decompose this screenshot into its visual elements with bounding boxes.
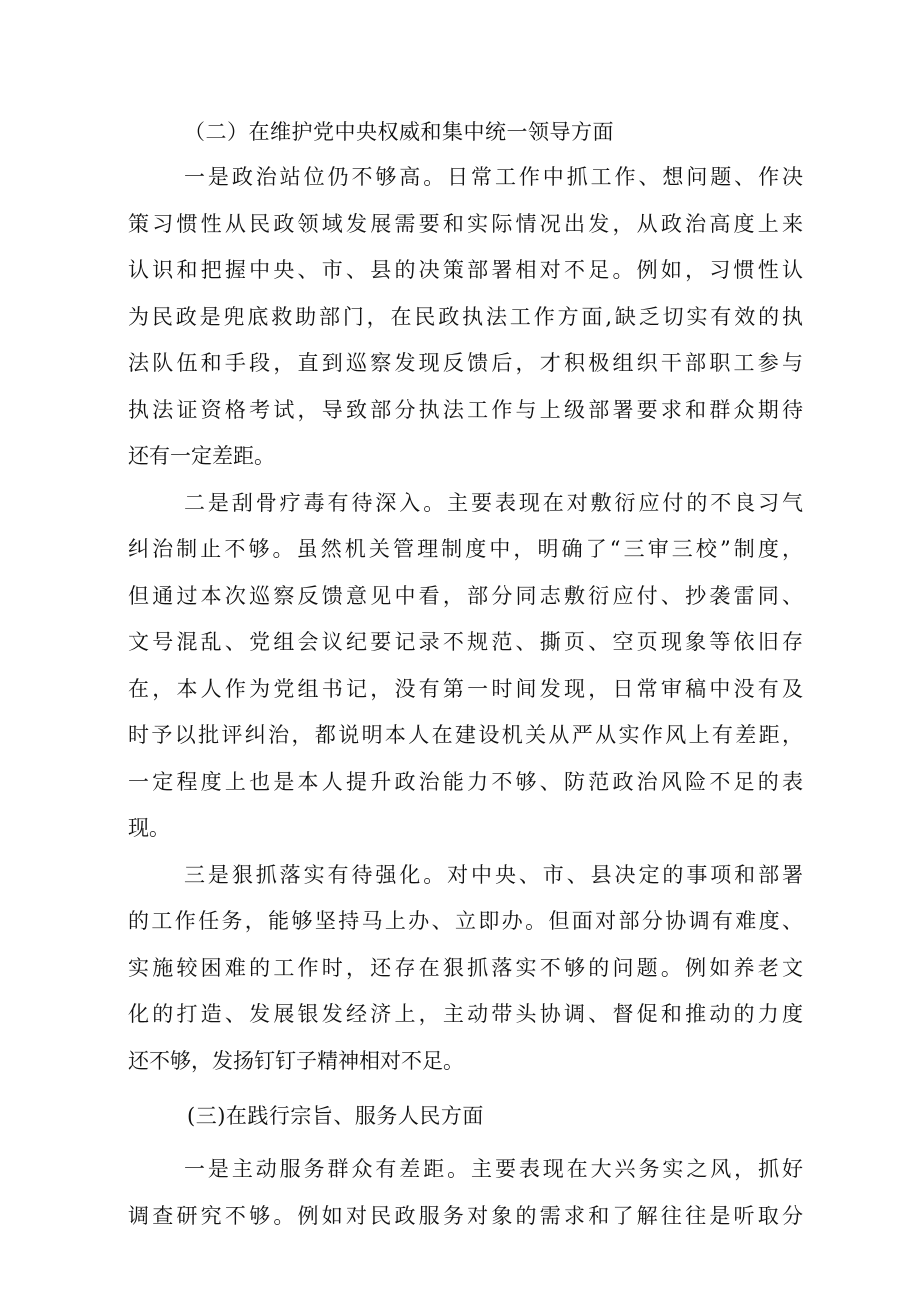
paragraph-self-correction: [128, 480, 803, 852]
paragraph-line: 认识和把握中央、市、县的决策部署相对不足。例如，习惯性认: [128, 258, 803, 282]
paragraph-line: 一是政治站位仍不够高。日常工作中抓工作、想问题、作决: [184, 165, 803, 189]
paragraph-line: 实施较困难的工作时，还存在狠抓落实不够的问题。例如养老文: [128, 955, 803, 980]
section-heading-2: （二）在维护党中央权威和集中统一领导方面: [184, 120, 614, 144]
paragraph-line: 为民政是兜底救助部门，在民政执法工作方面,缺乏切实有效的执: [128, 304, 803, 329]
paragraph-line: 化的打造、发展银发经济上，主动带头协调、督促和推动的力度: [128, 1002, 803, 1026]
paragraph-line: 二是刮骨疗毒有待深入。主要表现在对敷衍应付的不良习气: [184, 490, 803, 515]
paragraph-political-stance: [128, 154, 803, 480]
paragraph-implementation: [128, 852, 803, 1085]
paragraph-line: 法队伍和手段，直到巡察发现反馈后，才积极组织干部职工参与: [128, 351, 803, 375]
section-spacer: [128, 1084, 803, 1094]
document-body: [128, 110, 803, 1239]
paragraph-line: 现。: [128, 816, 170, 840]
paragraph-line: 三是狠抓落实有待强化。对中央、市、县决定的事项和部署: [184, 862, 803, 887]
paragraph-line: 的工作任务，能够坚持马上办、立即办。但面对部分协调有难度、: [128, 909, 803, 933]
paragraph-line: 还不够，发扬钉钉子精神相对不足。: [128, 1048, 464, 1073]
paragraph-line: 执法证资格考试，导致部分执法工作与上级部署要求和群众期待: [128, 397, 803, 422]
paragraph-line: 时予以批评纠治，都说明本人在建设机关从严从实作风上有差距，: [128, 723, 803, 747]
paragraph-line: 纠治制止不够。虽然机关管理制度中，明确了“三审三校”制度，: [128, 537, 803, 561]
paragraph-line: 文号混乱、党组会议纪要记录不规范、撕页、空页现象等依旧存: [128, 630, 803, 654]
section-heading-3: (三)在践行宗旨、服务人民方面: [187, 1104, 484, 1128]
paragraph-line: 还有一定差距。: [128, 444, 275, 468]
paragraph-line: 调查研究不够。例如对民政服务对象的需求和了解往往是听取分: [128, 1203, 803, 1228]
paragraph-serve-public: [128, 1146, 803, 1239]
paragraph-line: 一定程度上也是本人提升政治能力不够、防范政治风险不足的表: [128, 769, 803, 794]
paragraph-line: 在，本人作为党组书记，没有第一时间发现，日常审稿中没有及: [128, 676, 803, 701]
paragraph-line: 但通过本次巡察反馈意见中看，部分同志敷衍应付、抄袭雷同、: [128, 583, 803, 608]
paragraph-line: 策习惯性从民政领域发展需要和实际情况出发，从政治高度上来: [128, 211, 803, 236]
paragraph-line: 一是主动服务群众有差距。主要表现在大兴务实之风，抓好: [184, 1157, 803, 1181]
